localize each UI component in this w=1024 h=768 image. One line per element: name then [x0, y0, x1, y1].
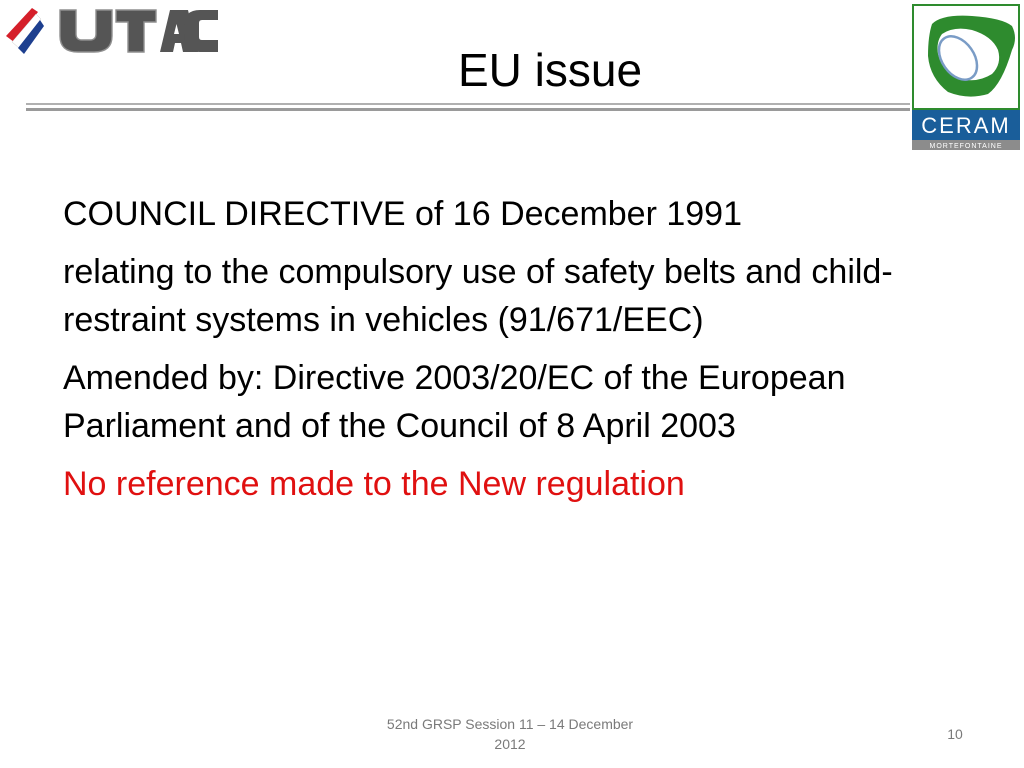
utac-flag-icon — [4, 2, 219, 62]
slide-title: EU issue — [457, 44, 643, 96]
highlight-paragraph: No reference made to the New regulation — [63, 465, 685, 503]
ceram-wordmark: CERAM — [921, 113, 1011, 138]
body-paragraph-1: COUNCIL DIRECTIVE of 16 December 1991 — [63, 195, 742, 233]
ceram-logo — [912, 4, 1020, 152]
footer-text — [360, 714, 660, 754]
slide-body — [63, 190, 943, 518]
footer-line-2: 2012 — [494, 736, 526, 752]
ceram-subtext: MORTEFONTAINE — [929, 143, 1003, 150]
footer-line-1: 52nd GRSP Session 11 – 14 December — [386, 716, 634, 732]
ceram-track-icon — [912, 4, 1020, 152]
page-number: 10 — [947, 726, 963, 742]
body-paragraph-2: relating to the compulsory use of safety belts and child-restraint systems in vehicles (91/671/EEC) — [63, 253, 893, 339]
utac-logo — [4, 2, 219, 62]
title-divider — [26, 103, 910, 113]
body-paragraph-3: Amended by: Directive 2003/20/EC of the European Parliament and of the Council of 8 April 2003 — [63, 359, 846, 445]
